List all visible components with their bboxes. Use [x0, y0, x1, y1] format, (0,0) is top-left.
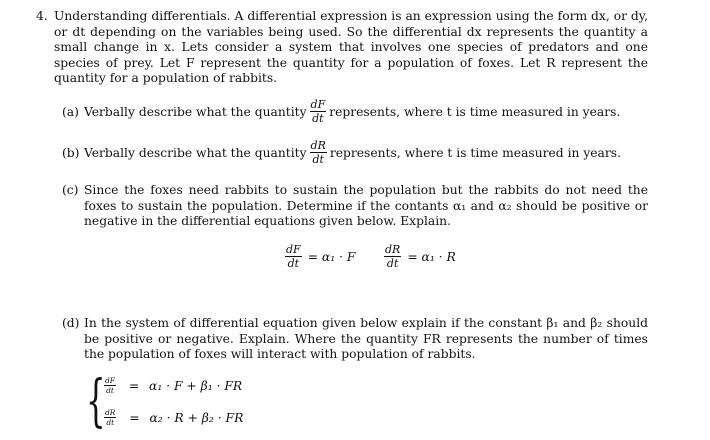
equation-rabbit-den: dt	[386, 257, 399, 270]
system-rabbit-den: dt	[106, 417, 115, 427]
question-intro	[36, 9, 648, 87]
equation-fox-fraction	[285, 244, 302, 269]
system-rabbit-equals: =	[129, 410, 140, 425]
part-a-after: represents, where t is time measured in years.	[329, 104, 621, 119]
equation-rabbit-rhs: = α₁ · R	[407, 249, 456, 264]
part-b-after: represents, where t is time measured in years.	[329, 145, 621, 160]
part-d	[62, 316, 648, 363]
system-fox-den: dt	[106, 385, 114, 395]
part-b	[62, 140, 621, 165]
system-fox-rhs: α₁ · F + β₁ · FR	[149, 378, 243, 393]
part-d-label: (d)	[62, 316, 80, 330]
equation-fox-rhs: = α₁ · F	[307, 249, 356, 264]
question-intro-text: Understanding differentials. A differential expression is an expression using the form dx, or dy, or dt depending on the variables being used. So the differential dx represents the quantity a small change in x. Lets consider a system that involves one species of predators and one species of prey. Let F represent the quantity for a population of foxes. Let R represent the quantity for a population of rabbits.	[54, 9, 648, 85]
part-b-before: Verbally describe what the quantity	[84, 145, 307, 160]
equation-fox-den: dt	[287, 257, 300, 270]
equation-rabbit-num: dR	[385, 243, 401, 256]
system-brace: {	[86, 369, 106, 434]
part-b-fraction	[310, 140, 327, 165]
part-a-fraction	[310, 99, 327, 124]
part-a-label: (a)	[62, 104, 79, 119]
system-rabbit-fraction	[104, 409, 116, 426]
equation-rabbit-fraction	[384, 244, 401, 269]
equation-fox-num: dF	[286, 243, 301, 256]
part-b-frac-den: dt	[312, 153, 324, 166]
equation-rabbit	[381, 244, 456, 269]
part-a-frac-den: dt	[312, 112, 324, 125]
system-row-rabbit	[101, 409, 243, 426]
question-number: 4.	[36, 9, 48, 23]
part-b-label: (b)	[62, 145, 80, 160]
part-a-before: Verbally describe what the quantity	[84, 104, 307, 119]
part-d-text: In the system of differential equation given below explain if the constant β₁ and β₂ should be positive or negative. Explain. Where the quantity FR represents the number of times the population of foxes will interact with population of rabbits.	[84, 316, 648, 361]
part-c-label: (c)	[62, 183, 79, 197]
system-fox-fraction	[104, 377, 116, 394]
system-rabbit-num: dR	[105, 408, 116, 417]
part-b-frac-num: dR	[310, 139, 326, 152]
system-rabbit-rhs: α₂ · R + β₂ · FR	[149, 410, 244, 425]
equation-fox	[282, 244, 355, 269]
part-a-frac-num: dF	[310, 98, 326, 111]
system-fox-num: dF	[105, 376, 116, 385]
system-fox-equals: =	[128, 378, 140, 393]
system-row-fox	[101, 377, 242, 394]
part-c-text: Since the foxes need rabbits to sustain the population but the rabbits do not need the foxes to sustain the population. Determine if the contants α₁ and α₂ should be positive or negative in the differential equations given below. Explain.	[84, 183, 648, 228]
part-c	[62, 183, 648, 230]
part-a	[62, 99, 620, 124]
